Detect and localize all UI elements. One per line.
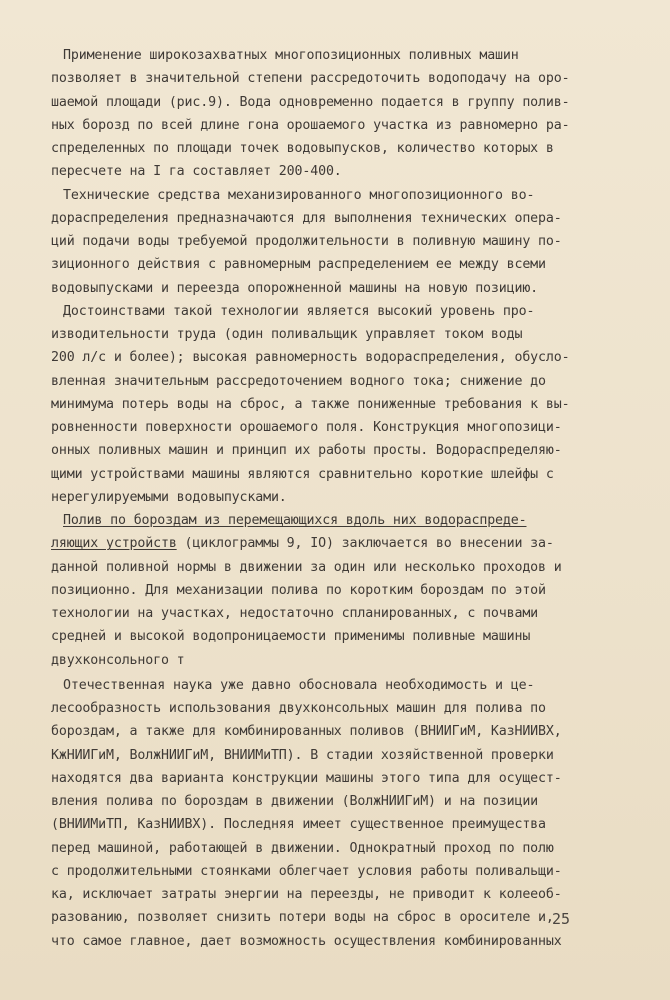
text-line: ровненности поверхности орошаемого поля. Конструкция многопозици- [51, 420, 562, 435]
text-line: 200 л/с и более); высокая равномерность водораспределения, обусло- [51, 350, 570, 366]
text-line: спределенных по площади точек водовыпусков, количество которых в [51, 141, 554, 156]
text-line [51, 532, 638, 555]
paragraph-1 [51, 44, 638, 184]
text-line: разованию, позволяет снизить потери воды на сброс в оросителе и, [51, 910, 554, 926]
text-line: пересчете на I га составляет 200-400. [51, 164, 342, 180]
text-line: водовыпусками и переезда опорожненной машины на новую позицию. [51, 280, 539, 296]
text-line: бороздам, а также для комбинированных поливов (ВНИИГиМ, КазНИИВХ, [51, 724, 562, 740]
paragraph-3 [51, 300, 638, 509]
document-body [51, 44, 638, 953]
paragraph-2 [51, 184, 638, 300]
underlined-text: ляющих устройств [51, 536, 177, 552]
paragraph-4 [51, 509, 638, 672]
page-number: 25 [552, 910, 571, 928]
text-line: позиционно. Для механизации полива по коротким бороздам по этой [51, 582, 546, 598]
text-line: онных поливных машин и принцип их работы просты. Водораспределяю- [51, 443, 562, 459]
text-line: средней и высокой водопроницаемости применимы поливные машины [51, 629, 531, 645]
text-line: КжНИИГиМ, ВолжНИИГиМ, ВНИИМиТП). В стадии хозяйственной проверки [51, 747, 554, 763]
text-line: ций подачи воды требуемой продолжительности в поливную машину по- [51, 234, 562, 249]
text-line: нерегулируемыми водовыпусками. [51, 489, 287, 505]
text-line: перед машиной, работающей в движении. Однократный проход по полю [51, 840, 554, 856]
text-line: шаемой площади (рис.9). Вода одновременно подается в группу полив- [51, 94, 570, 110]
text-line: данной поливной нормы в движении за один или несколько проходов и [51, 559, 562, 575]
text-line: технологии на участках, недостаточно спланированных, с почвами [51, 606, 539, 621]
text-line: с продолжительными стоянками облегчает условия работы поливальщи- [51, 863, 562, 879]
text-line: изводительности труда (один поливальщик управляет током воды [51, 327, 523, 342]
text-line: вленная значительным рассредоточением водного тока; снижение до [51, 373, 546, 389]
text-line: вления полива по бороздам в движении (ВолжНИИГиМ) и на позиции [51, 794, 539, 809]
text-line: ка, исключает затраты энергии на переезды, не приводит к колееоб- [51, 887, 562, 902]
text-line: что самое главное, дает возможность осуществления комбинированных [51, 933, 562, 949]
text-line: двухконсольного т [51, 652, 185, 668]
text-line: лесообразность использования двухконсольных машин для полива по [51, 701, 546, 716]
text-line: (ВНИИМиТП, КазНИИВХ). Последняя имеет существенное преимущества [51, 817, 546, 833]
text-line: ных борозд по всей длине гона орошаемого участка из равномерно ра- [51, 117, 570, 133]
text-line: Достоинствами такой технологии является высокий уровень про- [63, 303, 535, 319]
text-line: Применение широкозахватных многопозиционных поливных машин [63, 48, 519, 63]
text-line: находятся два варианта конструкции машины этого типа для осущест- [51, 770, 562, 786]
underlined-text-line: Полив по бороздам из перемещающихся вдоль них водораспреде- [63, 513, 527, 528]
text-line: Отечественная наука уже давно обосновала необходимость и це- [63, 677, 535, 693]
text-line: позволяет в значительной степени рассредоточить водоподачу на оро- [51, 71, 570, 87]
text-line: Технические средства механизированного многопозиционного во- [63, 187, 535, 203]
text-span: (циклограммы 9, IO) заключается во внесении за- [176, 536, 554, 552]
text-line: дораспределения предназначаются для выполнения технических опера- [51, 210, 562, 226]
text-line: зиционного действия с равномерным распределением ее между всеми [51, 257, 546, 273]
text-line: минимума потерь воды на сброс, а также пониженные требования к вы- [51, 396, 570, 412]
text-line: щими устройствами машины являются сравнительно короткие шлейфы с [51, 466, 554, 482]
